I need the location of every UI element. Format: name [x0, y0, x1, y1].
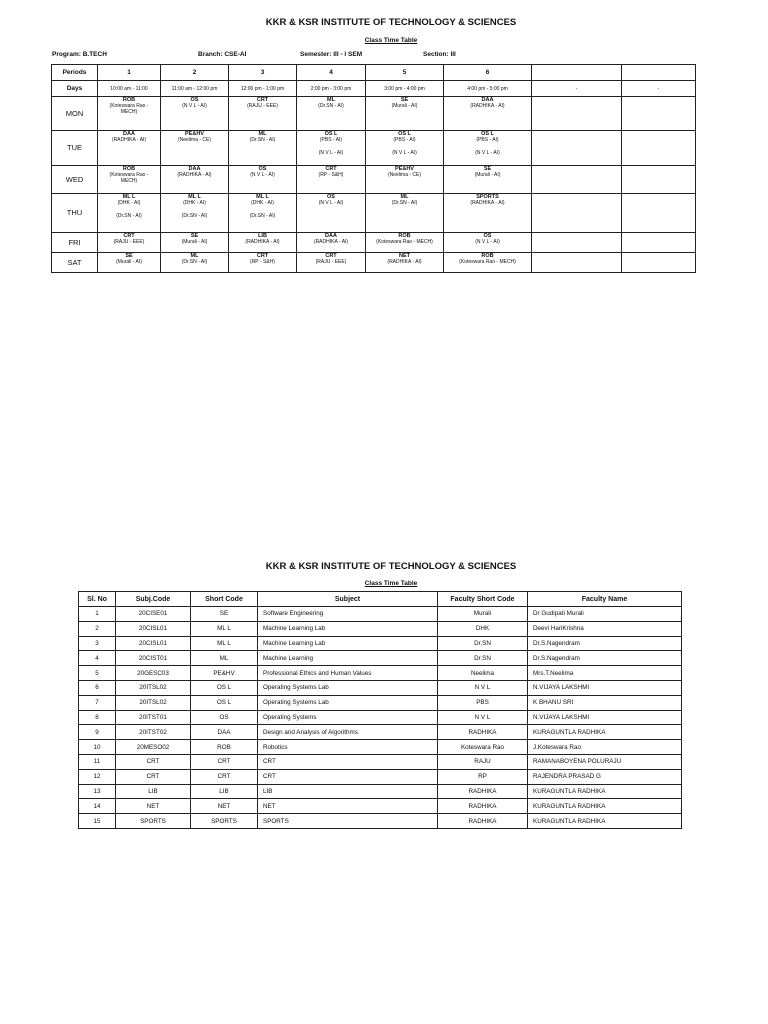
table-cell: RP: [438, 769, 528, 784]
timetable-cell: [229, 194, 297, 233]
timetable-cell: [297, 253, 366, 273]
cell-subject: CRT: [256, 97, 269, 103]
table-cell: N.VIJAYA LAKSHMI: [528, 680, 682, 695]
cell-subject: ROB: [122, 97, 136, 103]
column-header: Sl. No: [79, 592, 116, 607]
cell-faculty-secondary: (N V L - AI): [475, 150, 500, 156]
cell-faculty: (N V L - AI): [250, 172, 275, 178]
cell-subject: OS L: [481, 131, 494, 137]
cell-subject: SPORTS: [476, 194, 499, 200]
subjects-subtitle: Class Time Table: [364, 580, 418, 587]
cell-subject: ML L: [122, 194, 136, 200]
table-cell: Murali: [438, 607, 528, 622]
column-header: Short Code: [191, 592, 258, 607]
table-row: [79, 680, 682, 695]
timetable-cell: [622, 97, 696, 131]
cell-subject: ML L: [188, 194, 201, 200]
cell-faculty-secondary: (N V L - AI): [318, 150, 344, 156]
table-cell: 15: [79, 814, 116, 829]
table-cell: LIB: [191, 784, 258, 799]
table-cell: CRT: [191, 769, 258, 784]
table-row: [79, 754, 682, 769]
table-cell: 20CISL01: [116, 621, 191, 636]
cell-faculty: (Neelima - CE): [387, 172, 422, 178]
day-label: FRI: [52, 233, 98, 253]
table-cell: Deevi HariKrishna: [528, 621, 682, 636]
table-cell: CRT: [258, 754, 438, 769]
table-cell: ROB: [191, 740, 258, 755]
cell-faculty: (Murali - AI): [474, 172, 501, 178]
table-cell: LIB: [116, 784, 191, 799]
table-cell: ML: [191, 651, 258, 666]
table-cell: Dr.S.Nagendram: [528, 651, 682, 666]
days-label: Days: [52, 81, 98, 97]
timetable-cell: [161, 166, 229, 194]
table-cell: 7: [79, 695, 116, 710]
table-cell: LIB: [258, 784, 438, 799]
table-cell: Operating Systems Lab: [258, 680, 438, 695]
timetable-cell: [161, 97, 229, 131]
timetable-cell: [622, 131, 696, 166]
cell-faculty: (DHK - AI): [251, 200, 274, 206]
cell-faculty: (Murali - AI): [181, 239, 208, 245]
cell-faculty: (RADHIKA - AI): [111, 137, 147, 143]
table-cell: OS: [191, 710, 258, 725]
cell-subject: OS: [190, 97, 199, 103]
period-number: 3: [229, 65, 297, 81]
table-cell: 20MESO02: [116, 740, 191, 755]
day-label: TUE: [52, 131, 98, 166]
table-row: [79, 666, 682, 681]
table-cell: SE: [191, 607, 258, 622]
cell-faculty: (RADHIKA - AI): [387, 259, 422, 265]
table-cell: J.Koteswara Rao: [528, 740, 682, 755]
timetable-cell: [98, 233, 161, 253]
cell-faculty: (Koteswara Rao - MECH): [459, 259, 516, 265]
period-number: [532, 65, 622, 81]
table-cell: 4: [79, 651, 116, 666]
timetable-cell: [98, 253, 161, 273]
cell-subject: OS: [327, 194, 335, 200]
table-cell: SPORTS: [258, 814, 438, 829]
timetable-cell: [161, 253, 229, 273]
cell-subject: ML L: [256, 194, 269, 200]
table-cell: RADHIKA: [438, 784, 528, 799]
cell-subject: NET: [399, 253, 410, 259]
cell-subject: LIB: [258, 233, 267, 239]
table-cell: 20CISE01: [116, 607, 191, 622]
table-cell: 20CISL01: [116, 636, 191, 651]
period-time: 11:00 am - 12:00 pm: [161, 81, 229, 97]
cell-faculty: (RADHIKA - AI): [313, 239, 349, 245]
cell-faculty: (Koteswara Rao - MECH): [376, 239, 433, 245]
cell-faculty: (Murali - AI): [391, 103, 418, 109]
period-time: 10:00 am - 11:00: [98, 81, 161, 97]
period-time: 4:00 pm - 5:00 pm: [444, 81, 532, 97]
table-cell: 20GESC03: [116, 666, 191, 681]
timetable-row: [52, 253, 696, 273]
table-cell: 20ITST02: [116, 725, 191, 740]
day-label: WED: [52, 166, 98, 194]
timetable-cell: [532, 166, 622, 194]
timetable-cell: [297, 233, 366, 253]
cell-subject: ML: [190, 253, 199, 259]
cell-subject: OS: [483, 233, 492, 239]
table-cell: CRT: [116, 754, 191, 769]
cell-subject: OS: [258, 166, 267, 172]
period-number: 2: [161, 65, 229, 81]
timetable-cell: [532, 194, 622, 233]
timetable-cell: [622, 166, 696, 194]
period-number: 1: [98, 65, 161, 81]
cell-faculty-secondary: MECH): [120, 178, 138, 184]
timetable-cell: [98, 166, 161, 194]
table-cell: DAA: [191, 725, 258, 740]
timetable-cell: [532, 97, 622, 131]
table-row: [79, 799, 682, 814]
table-cell: N V L: [438, 680, 528, 695]
table-cell: Dr.SN: [438, 636, 528, 651]
table-cell: NET: [258, 799, 438, 814]
table-cell: Operating Systems: [258, 710, 438, 725]
table-cell: SPORTS: [191, 814, 258, 829]
table-row: [79, 695, 682, 710]
timetable-cell: [622, 194, 696, 233]
timetable-cell: [366, 166, 444, 194]
table-cell: SPORTS: [116, 814, 191, 829]
table-row: [79, 784, 682, 799]
table-cell: ML L: [191, 621, 258, 636]
timetable-cell: [532, 253, 622, 273]
table-row: [79, 607, 682, 622]
cell-faculty: (DHK - AI): [117, 200, 141, 206]
cell-faculty: (Dr.SN - AI): [181, 259, 208, 265]
table-cell: RADHIKA: [438, 799, 528, 814]
table-row: [79, 710, 682, 725]
cell-subject: CRT: [123, 233, 135, 239]
cell-subject: SE: [400, 97, 409, 103]
timetable-cell: [98, 131, 161, 166]
table-cell: DHK: [438, 621, 528, 636]
cell-faculty: (RADHIKA - AI): [177, 172, 212, 178]
cell-faculty: (RADHIKA - AI): [245, 239, 280, 245]
table-row: [79, 769, 682, 784]
cell-faculty: (PBS - AI): [319, 137, 343, 143]
table-cell: N.VIJAYA LAKSHMI: [528, 710, 682, 725]
table-cell: 20ITST01: [116, 710, 191, 725]
timetable-row: [52, 97, 696, 131]
timetable-cell: [98, 97, 161, 131]
timetable-cell: [366, 194, 444, 233]
timetable-cell: [366, 97, 444, 131]
timetable-cell: [444, 166, 532, 194]
cell-subject: ML: [327, 97, 335, 103]
table-cell: Machine Learning Lab: [258, 636, 438, 651]
cell-subject: CRT: [256, 253, 269, 259]
cell-subject: DAA: [123, 131, 135, 137]
timetable-cell: [229, 253, 297, 273]
table-cell: CRT: [116, 769, 191, 784]
table-cell: 9: [79, 725, 116, 740]
column-header: Faculty Short Code: [438, 592, 528, 607]
timetable-cell: [297, 131, 366, 166]
table-cell: NET: [191, 799, 258, 814]
cell-subject: DAA: [325, 233, 337, 239]
cell-faculty: (N V L - AI): [475, 239, 500, 245]
table-row: [79, 651, 682, 666]
period-time: 3:00 pm - 4:00 pm: [366, 81, 444, 97]
table-cell: Neelima: [438, 666, 528, 681]
table-cell: Machine Learning Lab: [258, 621, 438, 636]
table-cell: KURAGUNTLA RADHIKA: [528, 784, 682, 799]
table-cell: PE&HV: [191, 666, 258, 681]
timetable-cell: [229, 97, 297, 131]
timetable-cell: [622, 233, 696, 253]
cell-faculty: (Dr.SN - AI): [249, 137, 276, 143]
cell-faculty: (RAJU - EEE): [247, 103, 278, 109]
cell-faculty: (PBS - AI): [393, 137, 416, 143]
table-cell: 11: [79, 754, 116, 769]
cell-faculty: (Neelima - CE): [177, 137, 212, 143]
day-label: SAT: [52, 253, 98, 273]
table-cell: N V L: [438, 710, 528, 725]
timetable-cell: [161, 233, 229, 253]
timetable-row: [52, 233, 696, 253]
table-row: [79, 725, 682, 740]
cell-faculty-secondary: (Dr.SN - AI): [181, 213, 208, 219]
cell-subject: SE: [190, 233, 199, 239]
timetable-cell: [161, 131, 229, 166]
timetable-cell: [297, 97, 366, 131]
table-cell: 5: [79, 666, 116, 681]
section-label: Section: III: [423, 51, 456, 58]
cell-faculty: (Murali - AI): [116, 259, 142, 265]
column-header: Subject: [258, 592, 438, 607]
table-cell: 13: [79, 784, 116, 799]
table-cell: 20ITSL02: [116, 680, 191, 695]
cell-subject: ROB: [122, 166, 136, 172]
table-cell: 20ITSL02: [116, 695, 191, 710]
cell-faculty: (Dr.SN - AI): [318, 103, 344, 109]
column-header: Subj.Code: [116, 592, 191, 607]
table-cell: Design and Analysis of Algorithms: [258, 725, 438, 740]
cell-faculty: (N V L - AI): [318, 200, 344, 206]
period-time: 12:00 pm - 1:00 pm: [229, 81, 297, 97]
table-cell: NET: [116, 799, 191, 814]
table-cell: 1: [79, 607, 116, 622]
period-time: -: [622, 81, 696, 97]
timetable-cell: [366, 253, 444, 273]
timetable-cell: [444, 253, 532, 273]
timetable-cell: [297, 194, 366, 233]
cell-subject: PE&HV: [395, 166, 414, 172]
cell-subject: ROB: [398, 233, 411, 239]
table-cell: RAMANABOYENA POLURAJU: [528, 754, 682, 769]
table-cell: Dr Gudipati Murali: [528, 607, 682, 622]
cell-subject: OS L: [324, 131, 338, 137]
timetable-row: [52, 131, 696, 166]
period-number: 5: [366, 65, 444, 81]
table-cell: 10: [79, 740, 116, 755]
cell-subject: ML: [258, 131, 267, 137]
timetable-cell: [98, 194, 161, 233]
table-cell: K BHANU SRI: [528, 695, 682, 710]
table-cell: Machine Learning: [258, 651, 438, 666]
day-label: THU: [52, 194, 98, 233]
table-cell: Software Engineering: [258, 607, 438, 622]
cell-faculty: (RP - S&H): [318, 172, 344, 178]
timetable-cell: [366, 233, 444, 253]
table-cell: PBS: [438, 695, 528, 710]
table-cell: Operating Systems Lab: [258, 695, 438, 710]
table-cell: Koteswara Rao: [438, 740, 528, 755]
timetable-cell: [532, 233, 622, 253]
cell-faculty: (RAJU - EEE): [315, 259, 347, 265]
table-cell: RAJENDRA PRASAD G: [528, 769, 682, 784]
table-cell: 14: [79, 799, 116, 814]
period-time: -: [532, 81, 622, 97]
table-cell: Mrs.T.Neelima: [528, 666, 682, 681]
table-cell: CRT: [258, 769, 438, 784]
timetable-cell: [229, 131, 297, 166]
cell-faculty: (N V L - AI): [182, 103, 207, 109]
period-number: 6: [444, 65, 532, 81]
cell-faculty: (Koteswara Rao -: [109, 172, 149, 178]
timetable-cell: [229, 233, 297, 253]
table-cell: KURAGUNTLA RADHIKA: [528, 814, 682, 829]
branch-label: Branch: CSE-AI: [198, 51, 247, 58]
cell-faculty: (RADHIKA - AI): [470, 103, 505, 109]
cell-faculty-secondary: (Dr.SN - AI): [249, 213, 276, 219]
cell-subject: PE&HV: [185, 131, 204, 137]
cell-subject: ROB: [481, 253, 494, 259]
cell-faculty: (Koteswara Rao -: [109, 103, 149, 109]
table-cell: 12: [79, 769, 116, 784]
table-cell: RADHIKA: [438, 725, 528, 740]
cell-faculty: (Dr.SN - AI): [391, 200, 418, 206]
table-cell: 3: [79, 636, 116, 651]
program-label: Program: B.TECH: [52, 51, 107, 58]
table-cell: RAJU: [438, 754, 528, 769]
timetable-grid: [51, 64, 696, 273]
timetable-row: [52, 166, 696, 194]
table-cell: RADHIKA: [438, 814, 528, 829]
table-cell: OS L: [191, 695, 258, 710]
cell-subject: DAA: [481, 97, 494, 103]
periods-label: Periods: [52, 65, 98, 81]
table-cell: Dr.S.Nagendram: [528, 636, 682, 651]
day-label: MON: [52, 97, 98, 131]
timetable-cell: [161, 194, 229, 233]
cell-faculty: (RP - S&H): [250, 259, 275, 265]
cell-subject: SE: [125, 253, 133, 259]
timetable-cell: [444, 194, 532, 233]
table-row: [79, 621, 682, 636]
timetable-cell: [444, 233, 532, 253]
cell-faculty-secondary: (N V L - AI): [392, 150, 417, 156]
cell-faculty-secondary: MECH): [120, 109, 138, 115]
table-cell: KURAGUNTLA RADHIKA: [528, 725, 682, 740]
timetable-cell: [366, 131, 444, 166]
cell-faculty: (DHK - AI): [183, 200, 206, 206]
table-cell: Professional Ethics and Human Values: [258, 666, 438, 681]
timetable-cell: [444, 97, 532, 131]
timetable-cell: [297, 166, 366, 194]
table-cell: 8: [79, 710, 116, 725]
table-cell: Dr.SN: [438, 651, 528, 666]
cell-subject: ML: [400, 194, 409, 200]
cell-subject: OS L: [398, 131, 411, 137]
table-cell: 6: [79, 680, 116, 695]
cell-faculty: (RAJU - EEE): [113, 239, 145, 245]
table-cell: 2: [79, 621, 116, 636]
table-row: [79, 814, 682, 829]
cell-subject: DAA: [188, 166, 201, 172]
subjects-title: KKR & KSR INSTITUTE OF TECHNOLOGY & SCIENCES: [265, 561, 517, 572]
period-time: 2:00 pm - 3:00 pm: [297, 81, 366, 97]
subjects-table: [78, 591, 682, 829]
semester-label: Semester: III - I SEM: [300, 51, 363, 58]
cell-faculty-secondary: (Dr.SN - AI): [116, 213, 142, 219]
table-cell: Robotics: [258, 740, 438, 755]
column-header: Faculty Name: [528, 592, 682, 607]
table-row: [79, 636, 682, 651]
timetable-subtitle: Class Time Table: [364, 37, 418, 44]
timetable-title: KKR & KSR INSTITUTE OF TECHNOLOGY & SCIENCES: [265, 17, 517, 28]
table-cell: CRT: [191, 754, 258, 769]
cell-faculty: (RADHIKA - AI): [470, 200, 505, 206]
table-cell: KURAGUNTLA RADHIKA: [528, 799, 682, 814]
timetable-cell: [444, 131, 532, 166]
timetable-cell: [532, 131, 622, 166]
table-cell: ML L: [191, 636, 258, 651]
cell-subject: CRT: [325, 253, 337, 259]
table-cell: 20CIST01: [116, 651, 191, 666]
timetable-cell: [229, 166, 297, 194]
cell-subject: SE: [483, 166, 492, 172]
cell-subject: CRT: [325, 166, 337, 172]
timetable-row: [52, 194, 696, 233]
table-cell: OS L: [191, 680, 258, 695]
timetable-cell: [622, 253, 696, 273]
cell-faculty: (PBS - AI): [476, 137, 499, 143]
period-number: 4: [297, 65, 366, 81]
period-number: [622, 65, 696, 81]
table-row: [79, 740, 682, 755]
